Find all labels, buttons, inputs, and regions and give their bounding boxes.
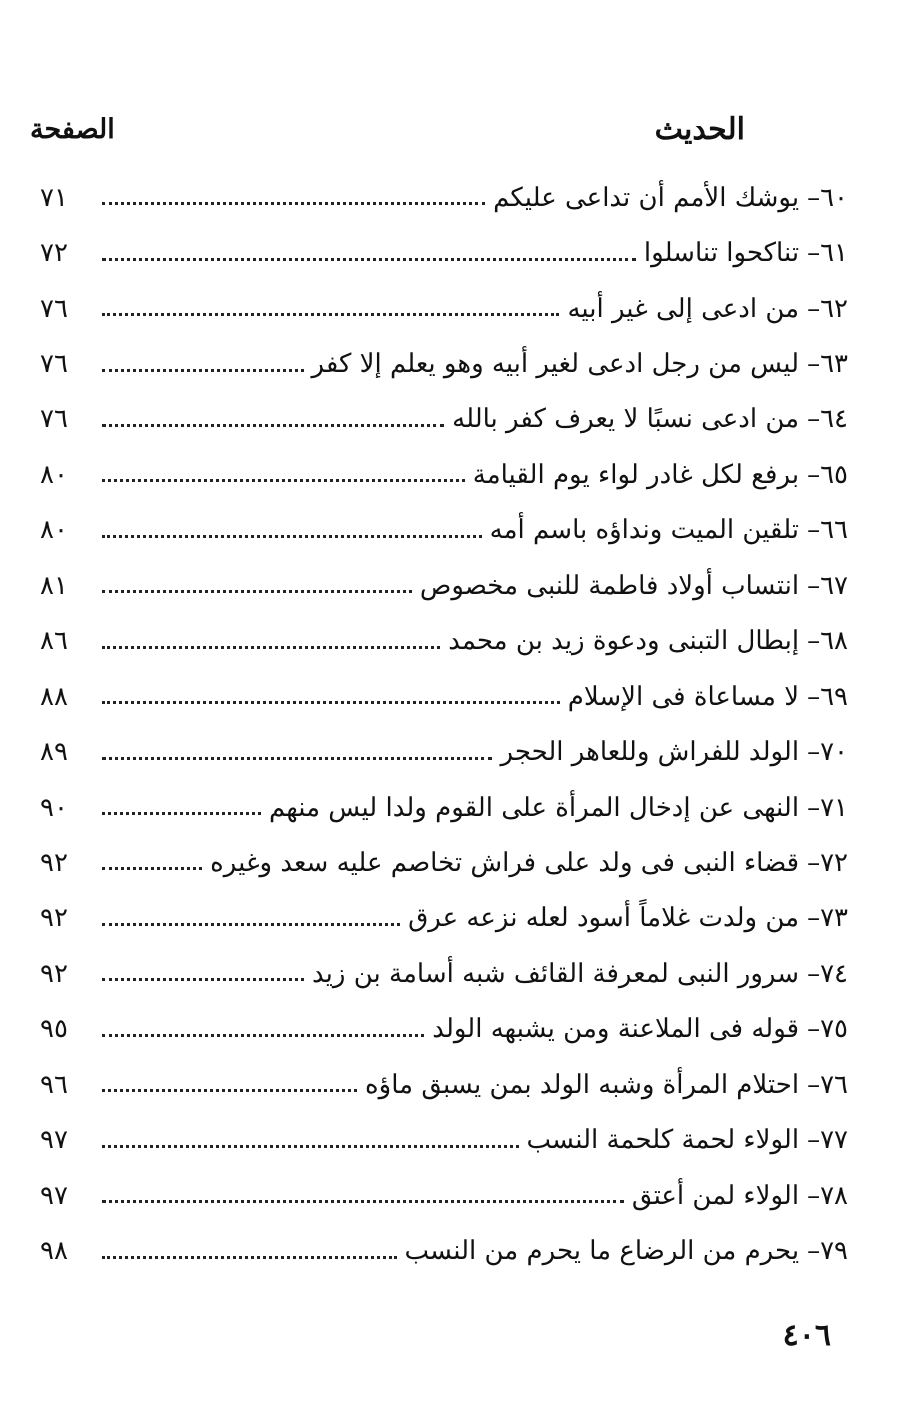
toc-entry [40,336,848,391]
dot-leader [102,313,559,316]
toc-entry [40,780,848,835]
entry-title: من ولدت غلاماً أسود لعله نزعه عرق [408,903,800,934]
dot-leader [102,978,304,981]
toc-entry [40,724,848,779]
dot-leader [102,812,261,815]
entry-page: ٧١ [40,182,68,213]
entry-page: ٩٥ [40,1014,68,1045]
entry-page: ٩٧ [40,1180,68,1211]
entry-number: ٧٤– [807,958,848,989]
hadith-column-header: الحديث [654,112,745,147]
entry-title: تناكحوا تناسلوا [643,238,800,269]
entry-page: ٧٦ [40,293,68,324]
toc-entry [40,891,848,946]
entry-number: ٧٠– [807,737,848,768]
entry-number: ٦٠– [807,182,848,213]
entry-page: ٨٨ [40,681,68,712]
dot-leader [102,258,636,261]
entry-title: من ادعى إلى غير أبيه [567,293,800,324]
toc-entry [40,503,848,558]
entry-number: ٦٨– [807,626,848,657]
entry-page: ٨٠ [40,459,68,490]
entry-title: يحرم من الرضاع ما يحرم من النسب [404,1236,800,1267]
entry-page: ٧٦ [40,404,68,435]
entry-number: ٧١– [807,792,848,823]
toc-entry [40,392,848,447]
entry-page: ٩٢ [40,958,68,989]
entry-number: ٧٩– [807,1236,848,1267]
entry-page: ٨١ [40,570,68,601]
dot-leader [102,701,560,704]
entry-page: ٩٧ [40,1125,68,1156]
entry-title: الولد للفراش وللعاهر الحجر [500,737,800,768]
dot-leader [102,1145,519,1148]
dot-leader [102,867,202,870]
entry-title: من ادعى نسبًا لا يعرف كفر بالله [452,404,800,435]
entry-number: ٦٩– [807,681,848,712]
dot-leader [102,757,492,760]
dot-leader [102,646,440,649]
entry-number: ٦٦– [807,515,848,546]
page-column-header: الصفحة [30,114,115,145]
entry-title: إبطال التبنى ودعوة زيد بن محمد [448,626,800,657]
entry-number: ٦٢– [807,293,848,324]
entry-number: ٧٨– [807,1180,848,1211]
dot-leader [102,1034,424,1037]
toc-entry [40,447,848,502]
toc-entry [40,1168,848,1223]
entry-title: يوشك الأمم أن تداعى عليكم [493,182,800,213]
dot-leader [102,535,482,538]
entry-page: ٨٩ [40,737,68,768]
table-of-contents [40,170,848,1279]
entry-title: احتلام المرأة وشبه الولد بمن يسبق ماؤه [365,1069,800,1100]
entry-title: ليس من رجل ادعى لغير أبيه وهو يعلم إلا كفر [311,349,800,380]
dot-leader [102,424,444,427]
toc-entry [40,1223,848,1278]
entry-number: ٦٣– [807,349,848,380]
dot-leader [102,369,304,372]
toc-entry [40,669,848,724]
entry-number: ٧٣– [807,903,848,934]
page-number: ٤٠٦ [782,1318,831,1353]
entry-number: ٦٤– [807,404,848,435]
entry-title: قوله فى الملاعنة ومن يشبهه الولد [432,1014,800,1045]
entry-page: ٧٦ [40,349,68,380]
toc-entry [40,946,848,1001]
toc-entry [40,558,848,613]
entry-page: ٩٢ [40,847,68,878]
dot-leader [102,1256,397,1259]
dot-leader [102,1089,357,1092]
entry-number: ٧٢– [807,847,848,878]
entry-title: برفع لكل غادر لواء يوم القيامة [472,459,800,490]
toc-entry [40,835,848,890]
dot-leader [102,923,400,926]
entry-title: سرور النبى لمعرفة القائف شبه أسامة بن زيد [312,958,800,989]
toc-entry [40,614,848,669]
toc-entry [40,225,848,280]
entry-page: ٩٢ [40,903,68,934]
entry-number: ٧٥– [807,1014,848,1045]
entry-title: لا مساعاة فى الإسلام [567,681,800,712]
entry-page: ٩٦ [40,1069,68,1100]
entry-page: ٧٢ [40,238,68,269]
entry-page: ٨٦ [40,626,68,657]
entry-number: ٧٦– [807,1069,848,1100]
entry-number: ٦١– [807,238,848,269]
dot-leader [102,202,485,205]
entry-title: قضاء النبى فى ولد على فراش تخاصم عليه سعد وغيره [210,847,800,878]
dot-leader [102,479,465,482]
dot-leader [102,590,412,593]
entry-number: ٦٧– [807,570,848,601]
entry-page: ٩٠ [40,792,68,823]
entry-number: ٦٥– [807,459,848,490]
dot-leader [102,1200,624,1203]
entry-title: انتساب أولاد فاطمة للنبى مخصوص [419,570,800,601]
toc-entry [40,281,848,336]
toc-entry [40,1057,848,1112]
entry-title: الولاء لحمة كلحمة النسب [526,1125,800,1156]
entry-title: تلقين الميت ونداؤه باسم أمه [489,515,800,546]
entry-title: النهى عن إدخال المرأة على القوم ولدا ليس منهم [268,792,800,823]
toc-entry [40,170,848,225]
entry-number: ٧٧– [807,1125,848,1156]
entry-page: ٩٨ [40,1236,68,1267]
toc-entry [40,1112,848,1167]
entry-title: الولاء لمن أعتق [631,1180,800,1211]
entry-page: ٨٠ [40,515,68,546]
toc-entry [40,1002,848,1057]
